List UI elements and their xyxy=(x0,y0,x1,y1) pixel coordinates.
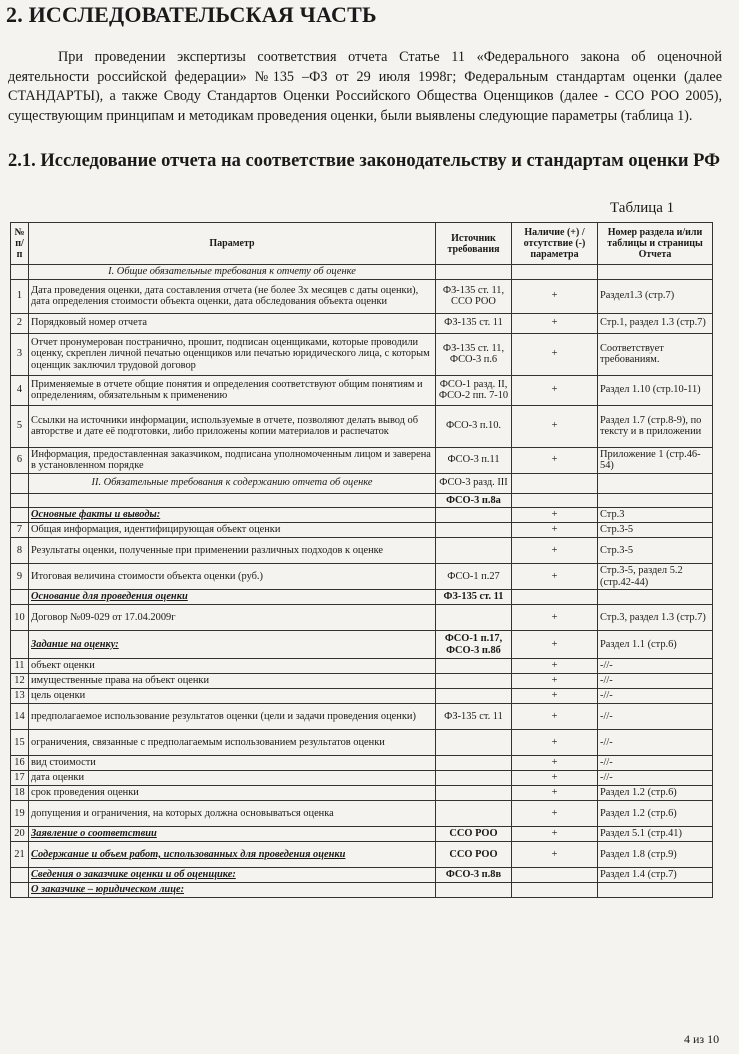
table-row xyxy=(11,842,713,868)
table-row xyxy=(11,523,713,538)
row-source: ФСО-3 разд. III xyxy=(436,473,512,493)
row-num: 9 xyxy=(11,564,29,590)
row-num: 7 xyxy=(11,523,29,538)
table-row xyxy=(11,631,713,659)
row-section: Раздел 1.2 (стр.6) xyxy=(598,786,713,801)
row-param: Содержание и объем работ, использованных для проведения оценки xyxy=(29,842,436,868)
header-section: Номер раздела и/или таблицы и страницы Отчета xyxy=(598,223,713,265)
row-section: Раздел 5.1 (стр.41) xyxy=(598,827,713,842)
row-mark xyxy=(512,868,598,883)
row-source xyxy=(436,771,512,786)
row-num xyxy=(11,493,29,508)
row-mark xyxy=(512,265,598,280)
row-mark: + xyxy=(512,674,598,689)
row-source xyxy=(436,786,512,801)
row-section: Соответствует требованиям. xyxy=(598,333,713,375)
row-section: Стр.3-5 xyxy=(598,523,713,538)
row-param: Применяемые в отчете общие понятия и определения соответствуют общим понятиям и определениям, обязательным к применению xyxy=(29,375,436,405)
table-row xyxy=(11,786,713,801)
row-section xyxy=(598,590,713,605)
row-source xyxy=(436,523,512,538)
row-mark xyxy=(512,883,598,898)
row-num xyxy=(11,883,29,898)
row-mark xyxy=(512,493,598,508)
row-source xyxy=(436,883,512,898)
row-param: Отчет пронумерован постранично, прошит, подписан оценщиками, которые проводили оценку, скреплен личной печатью оценщиков или печатью юридического лица, с которым оценщик заключил трудовой договор xyxy=(29,333,436,375)
page-number: 4 из 10 xyxy=(684,1032,720,1046)
row-source xyxy=(436,674,512,689)
row-section: -//- xyxy=(598,704,713,730)
row-section: Раздел 1.10 (стр.10-11) xyxy=(598,375,713,405)
row-num xyxy=(11,508,29,523)
row-num: 19 xyxy=(11,801,29,827)
row-source: ФЗ-135 ст. 11 xyxy=(436,704,512,730)
row-param: Результаты оценки, полученные при применении различных подходов к оценке xyxy=(29,538,436,564)
row-param: допущения и ограничения, на которых должна основываться оценка xyxy=(29,801,436,827)
table-row xyxy=(11,659,713,674)
row-section xyxy=(598,493,713,508)
row-source xyxy=(436,659,512,674)
row-source xyxy=(436,730,512,756)
row-mark: + xyxy=(512,659,598,674)
row-section: -//- xyxy=(598,756,713,771)
row-source: ФСО-3 п.10. xyxy=(436,405,512,447)
row-section: Стр.3-5 xyxy=(598,538,713,564)
row-mark: + xyxy=(512,631,598,659)
row-mark: + xyxy=(512,842,598,868)
table-row xyxy=(11,801,713,827)
row-param: Порядковый номер отчета xyxy=(29,313,436,333)
row-section: Раздел 1.8 (стр.9) xyxy=(598,842,713,868)
row-section: Раздел 1.7 (стр.8-9), по тексту и в приложении xyxy=(598,405,713,447)
row-mark: + xyxy=(512,508,598,523)
row-section: Стр.3, раздел 1.3 (стр.7) xyxy=(598,605,713,631)
table-caption: Таблица 1 xyxy=(610,200,675,216)
table-row xyxy=(11,883,713,898)
row-subheading: Сведения о заказчике оценки и об оценщике: xyxy=(29,868,436,883)
table-row xyxy=(11,827,713,842)
row-num: 4 xyxy=(11,375,29,405)
row-source xyxy=(436,605,512,631)
row-source xyxy=(436,689,512,704)
row-section xyxy=(598,265,713,280)
row-source: ФЗ-135 ст. 11 xyxy=(436,590,512,605)
row-num xyxy=(11,868,29,883)
header-presence: Наличие (+) / отсутствие (-) параметра xyxy=(512,223,598,265)
row-num: 15 xyxy=(11,730,29,756)
row-num xyxy=(11,631,29,659)
table-row xyxy=(11,473,713,493)
row-section: Стр.1, раздел 1.3 (стр.7) xyxy=(598,313,713,333)
row-mark: + xyxy=(512,730,598,756)
row-num: 10 xyxy=(11,605,29,631)
row-source: ФСО-3 п.8а xyxy=(436,493,512,508)
row-param xyxy=(29,493,436,508)
row-mark: + xyxy=(512,333,598,375)
requirements-table xyxy=(10,222,713,898)
row-mark xyxy=(512,473,598,493)
row-source: ФСО-1 п.17, ФСО-3 п.8б xyxy=(436,631,512,659)
table-row xyxy=(11,771,713,786)
row-source: ФСО-3 п.11 xyxy=(436,447,512,473)
row-num: 14 xyxy=(11,704,29,730)
row-section: -//- xyxy=(598,674,713,689)
row-num: 6 xyxy=(11,447,29,473)
row-param: цель оценки xyxy=(29,689,436,704)
row-param: Заявление о соответствии xyxy=(29,827,436,842)
row-param: Информация, предоставленная заказчиком, подписана уполномоченным лицом и заверена в установленном порядке xyxy=(29,447,436,473)
table-row xyxy=(11,868,713,883)
row-num xyxy=(11,473,29,493)
row-section: Раздел 1.2 (стр.6) xyxy=(598,801,713,827)
table-row xyxy=(11,674,713,689)
table-row xyxy=(11,508,713,523)
row-num: 8 xyxy=(11,538,29,564)
row-num: 2 xyxy=(11,313,29,333)
row-mark: + xyxy=(512,279,598,313)
row-section: -//- xyxy=(598,659,713,674)
table-row xyxy=(11,493,713,508)
row-param: Договор №09-029 от 17.04.2009г xyxy=(29,605,436,631)
row-source xyxy=(436,508,512,523)
table-row xyxy=(11,590,713,605)
row-param: Итоговая величина стоимости объекта оценки (руб.) xyxy=(29,564,436,590)
row-source xyxy=(436,265,512,280)
row-subheading: Основание для проведения оценки xyxy=(29,590,436,605)
table-row xyxy=(11,447,713,473)
row-num xyxy=(11,265,29,280)
row-section xyxy=(598,883,713,898)
table-row xyxy=(11,564,713,590)
row-num: 12 xyxy=(11,674,29,689)
row-mark: + xyxy=(512,538,598,564)
row-param: имущественные права на объект оценки xyxy=(29,674,436,689)
table-row xyxy=(11,704,713,730)
row-param: Дата проведения оценки, дата составления отчета (не более 3х месяцев с даты оценки), дата определения стоимости объекта оценки, дата обследования объекта оценки xyxy=(29,279,436,313)
row-num: 3 xyxy=(11,333,29,375)
row-mark: + xyxy=(512,447,598,473)
row-source: ФСО-1 п.27 xyxy=(436,564,512,590)
section-heading: 2. ИССЛЕДОВАТЕЛЬСКАЯ ЧАСТЬ xyxy=(6,2,377,27)
row-section xyxy=(598,473,713,493)
row-param: дата оценки xyxy=(29,771,436,786)
table-row xyxy=(11,689,713,704)
row-param: Общая информация, идентифицирующая объект оценки xyxy=(29,523,436,538)
row-mark: + xyxy=(512,375,598,405)
row-mark xyxy=(512,590,598,605)
table-row xyxy=(11,538,713,564)
table-row xyxy=(11,605,713,631)
row-num xyxy=(11,590,29,605)
row-mark: + xyxy=(512,689,598,704)
row-num: 11 xyxy=(11,659,29,674)
row-num: 1 xyxy=(11,279,29,313)
row-param: Ссылки на источники информации, используемые в отчете, позволяют делать вывод об авторстве и дате её подготовки, либо приложены копии материалов и распечаток xyxy=(29,405,436,447)
row-mark: + xyxy=(512,704,598,730)
table-row xyxy=(11,333,713,375)
row-section: Раздел 1.1 (стр.6) xyxy=(598,631,713,659)
row-mark: + xyxy=(512,405,598,447)
row-mark: + xyxy=(512,827,598,842)
row-param: ограничения, связанные с предполагаемым использованием результатов оценки xyxy=(29,730,436,756)
row-num: 21 xyxy=(11,842,29,868)
row-section: -//- xyxy=(598,689,713,704)
row-param: вид стоимости xyxy=(29,756,436,771)
subsection-heading: 2.1. Исследование отчета на соответствие законодательству и стандартам оценки РФ xyxy=(8,151,720,171)
row-section: Раздел1.3 (стр.7) xyxy=(598,279,713,313)
table-row xyxy=(11,375,713,405)
table-row xyxy=(11,405,713,447)
table-body xyxy=(11,265,713,898)
row-source xyxy=(436,801,512,827)
table-row xyxy=(11,756,713,771)
table-row xyxy=(11,730,713,756)
row-num: 13 xyxy=(11,689,29,704)
row-section: Раздел 1.4 (стр.7) xyxy=(598,868,713,883)
row-mark: + xyxy=(512,605,598,631)
header-source: Источник требования xyxy=(436,223,512,265)
table-row xyxy=(11,265,713,280)
row-section: -//- xyxy=(598,771,713,786)
table-row xyxy=(11,279,713,313)
row-source xyxy=(436,538,512,564)
row-group-title: II. Обязательные требования к содержанию отчета об оценке xyxy=(29,473,436,493)
row-num: 20 xyxy=(11,827,29,842)
row-subheading: Основные факты и выводы: xyxy=(29,508,436,523)
row-section: Приложение 1 (стр.46-54) xyxy=(598,447,713,473)
row-source: ССО РОО xyxy=(436,827,512,842)
row-source: ФЗ-135 ст. 11 xyxy=(436,313,512,333)
row-num: 16 xyxy=(11,756,29,771)
row-num: 17 xyxy=(11,771,29,786)
table-row xyxy=(11,313,713,333)
row-section: -//- xyxy=(598,730,713,756)
row-source: ФЗ-135 ст. 11, ССО РОО xyxy=(436,279,512,313)
row-mark: + xyxy=(512,523,598,538)
row-source: ФСО-1 разд. II, ФСО-2 пп. 7-10 xyxy=(436,375,512,405)
row-source: ФЗ-135 ст. 11, ФСО-3 п.6 xyxy=(436,333,512,375)
header-num: № п/п xyxy=(11,223,29,265)
row-source: ССО РОО xyxy=(436,842,512,868)
row-source: ФСО-3 п.8в xyxy=(436,868,512,883)
intro-paragraph: При проведении экспертизы соответствия отчета Статье 11 «Федерального закона об оценочной деятельности российской федерации» №135 –ФЗ от 29 июля 1998г; Федеральным стандартам оценки (далее СТАНДАРТЫ), а также Своду Стандартов Оценки Российского Общества Оценщиков (далее - ССО РОО 2005), существующим принципам и методикам проведения оценки, были выявлены следующие параметры (таблица 1). xyxy=(8,49,722,124)
row-mark: + xyxy=(512,801,598,827)
row-group-title: I. Общие обязательные требования к отчету об оценке xyxy=(29,265,436,280)
header-param: Параметр xyxy=(29,223,436,265)
row-mark: + xyxy=(512,756,598,771)
row-subheading: О заказчике – юридическом лице: xyxy=(29,883,436,898)
row-subheading: Задание на оценку: xyxy=(29,631,436,659)
row-source xyxy=(436,756,512,771)
row-mark: + xyxy=(512,771,598,786)
row-mark: + xyxy=(512,786,598,801)
row-section: Стр.3-5, раздел 5.2 (стр.42-44) xyxy=(598,564,713,590)
row-section: Стр.3 xyxy=(598,508,713,523)
row-mark: + xyxy=(512,564,598,590)
row-num: 5 xyxy=(11,405,29,447)
table-header-row xyxy=(11,223,713,265)
row-param: объект оценки xyxy=(29,659,436,674)
row-mark: + xyxy=(512,313,598,333)
row-num: 18 xyxy=(11,786,29,801)
row-param: срок проведения оценки xyxy=(29,786,436,801)
row-param: предполагаемое использование результатов оценки (цели и задачи проведения оценки) xyxy=(29,704,436,730)
